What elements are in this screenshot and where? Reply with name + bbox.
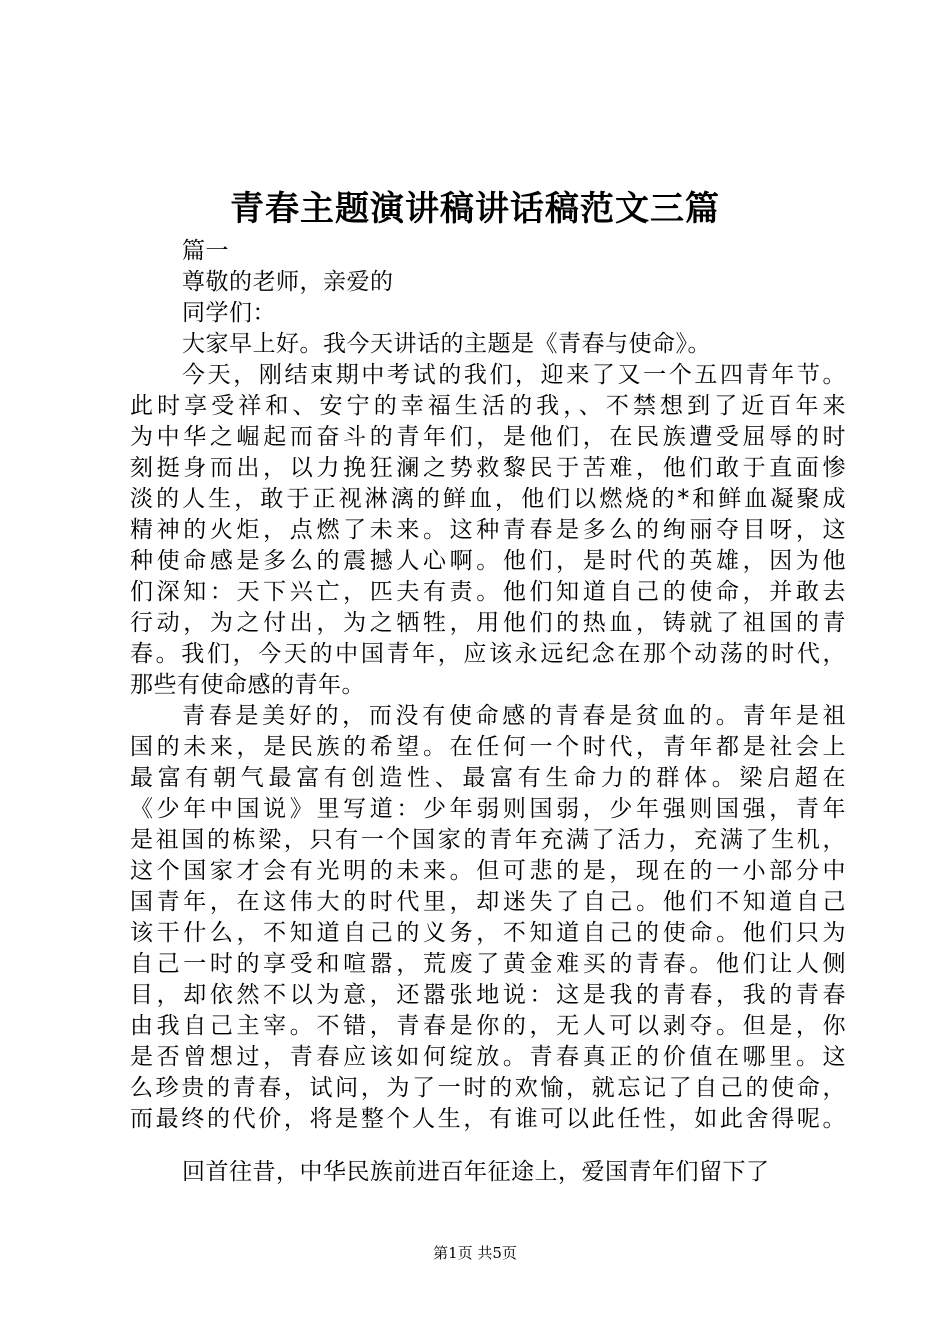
paragraph-line: 们深知：天下兴亡，匹夫有责。他们知道自己的使命，并敢去	[130, 579, 846, 605]
paragraph-line: 大家早上好。我今天讲话的主题是《青春与使命》。	[182, 331, 711, 357]
paragraph-line: 国青年，在这伟大的时代里，却迷失了自己。他们不知道自己	[130, 889, 846, 915]
paragraph-line: 目，却依然不以为意，还嚣张地说：这是我的青春，我的青春	[130, 982, 846, 1008]
paragraph-line: 行动，为之付出，为之牺牲，用他们的热血，铸就了祖国的青	[130, 610, 846, 636]
paragraph-line: 回首往昔，中华民族前进百年征途上，爱国青年们留下了	[182, 1159, 770, 1185]
paragraph-line: 此时享受祥和、安宁的幸福生活的我，、不禁想到了近百年来	[130, 393, 846, 419]
paragraph-line: 是祖国的栋梁，只有一个国家的青年充满了活力，充满了生机，	[130, 827, 846, 853]
salutation-line: 同学们：	[182, 300, 276, 326]
page-number-footer: 第1页 共5页	[433, 1244, 517, 1262]
document-body	[130, 236, 846, 1188]
paragraph-line: 今天，刚结束期中考试的我们，迎来了又一个五四青年节。	[182, 362, 846, 388]
document-title: 青春主题演讲稿讲话稿范文三篇	[230, 189, 720, 229]
paragraph-line: 由我自己主宰。不错，青春是你的，无人可以剥夺。但是，你	[130, 1013, 846, 1039]
paragraph-line: 而最终的代价，将是整个人生，有谁可以此任性，如此舍得呢。	[130, 1106, 846, 1132]
paragraph-line: 种使命感是多么的震撼人心啊。他们，是时代的英雄，因为他	[130, 548, 846, 574]
paragraph-line: 那些有使命感的青年。	[130, 672, 365, 698]
paragraph-line: 淡的人生，敢于正视淋漓的鲜血，他们以燃烧的*和鲜血凝聚成	[130, 486, 846, 512]
paragraph-line: 精神的火炬，点燃了未来。这种青春是多么的绚丽夺目呀，这	[130, 517, 846, 543]
paragraph-line: 么珍贵的青春，试问，为了一时的欢愉，就忘记了自己的使命，	[130, 1075, 846, 1101]
paragraph-line: 青春是美好的，而没有使命感的青春是贫血的。青年是祖	[182, 703, 846, 729]
salutation-line: 尊敬的老师，亲爱的	[182, 269, 394, 295]
paragraph-line: 最富有朝气最富有创造性、最富有生命力的群体。梁启超在	[130, 765, 846, 791]
paragraph-line: 国的未来，是民族的希望。在任何一个时代，青年都是社会上	[130, 734, 846, 760]
paragraph-line: 自己一时的享受和喧嚣，荒废了黄金难买的青春。他们让人侧	[130, 951, 846, 977]
paragraph-line: 该干什么，不知道自己的义务，不知道自己的使命。他们只为	[130, 920, 846, 946]
paragraph-line: 这个国家才会有光明的未来。但可悲的是，现在的一小部分中	[130, 858, 846, 884]
paragraph-line: 为中华之崛起而奋斗的青年们，是他们，在民族遭受屈辱的时	[130, 424, 846, 450]
paragraph-line: 《少年中国说》里写道：少年弱则国弱，少年强则国强，青年	[130, 796, 846, 822]
section-heading: 篇一	[182, 238, 229, 264]
paragraph-line: 是否曾想过，青春应该如何绽放。青春真正的价值在哪里。这	[130, 1044, 846, 1070]
paragraph-line: 春。我们，今天的中国青年，应该永远纪念在那个动荡的时代，	[130, 641, 846, 667]
paragraph-line: 刻挺身而出，以力挽狂澜之势救黎民于苦难，他们敢于直面惨	[130, 455, 846, 481]
